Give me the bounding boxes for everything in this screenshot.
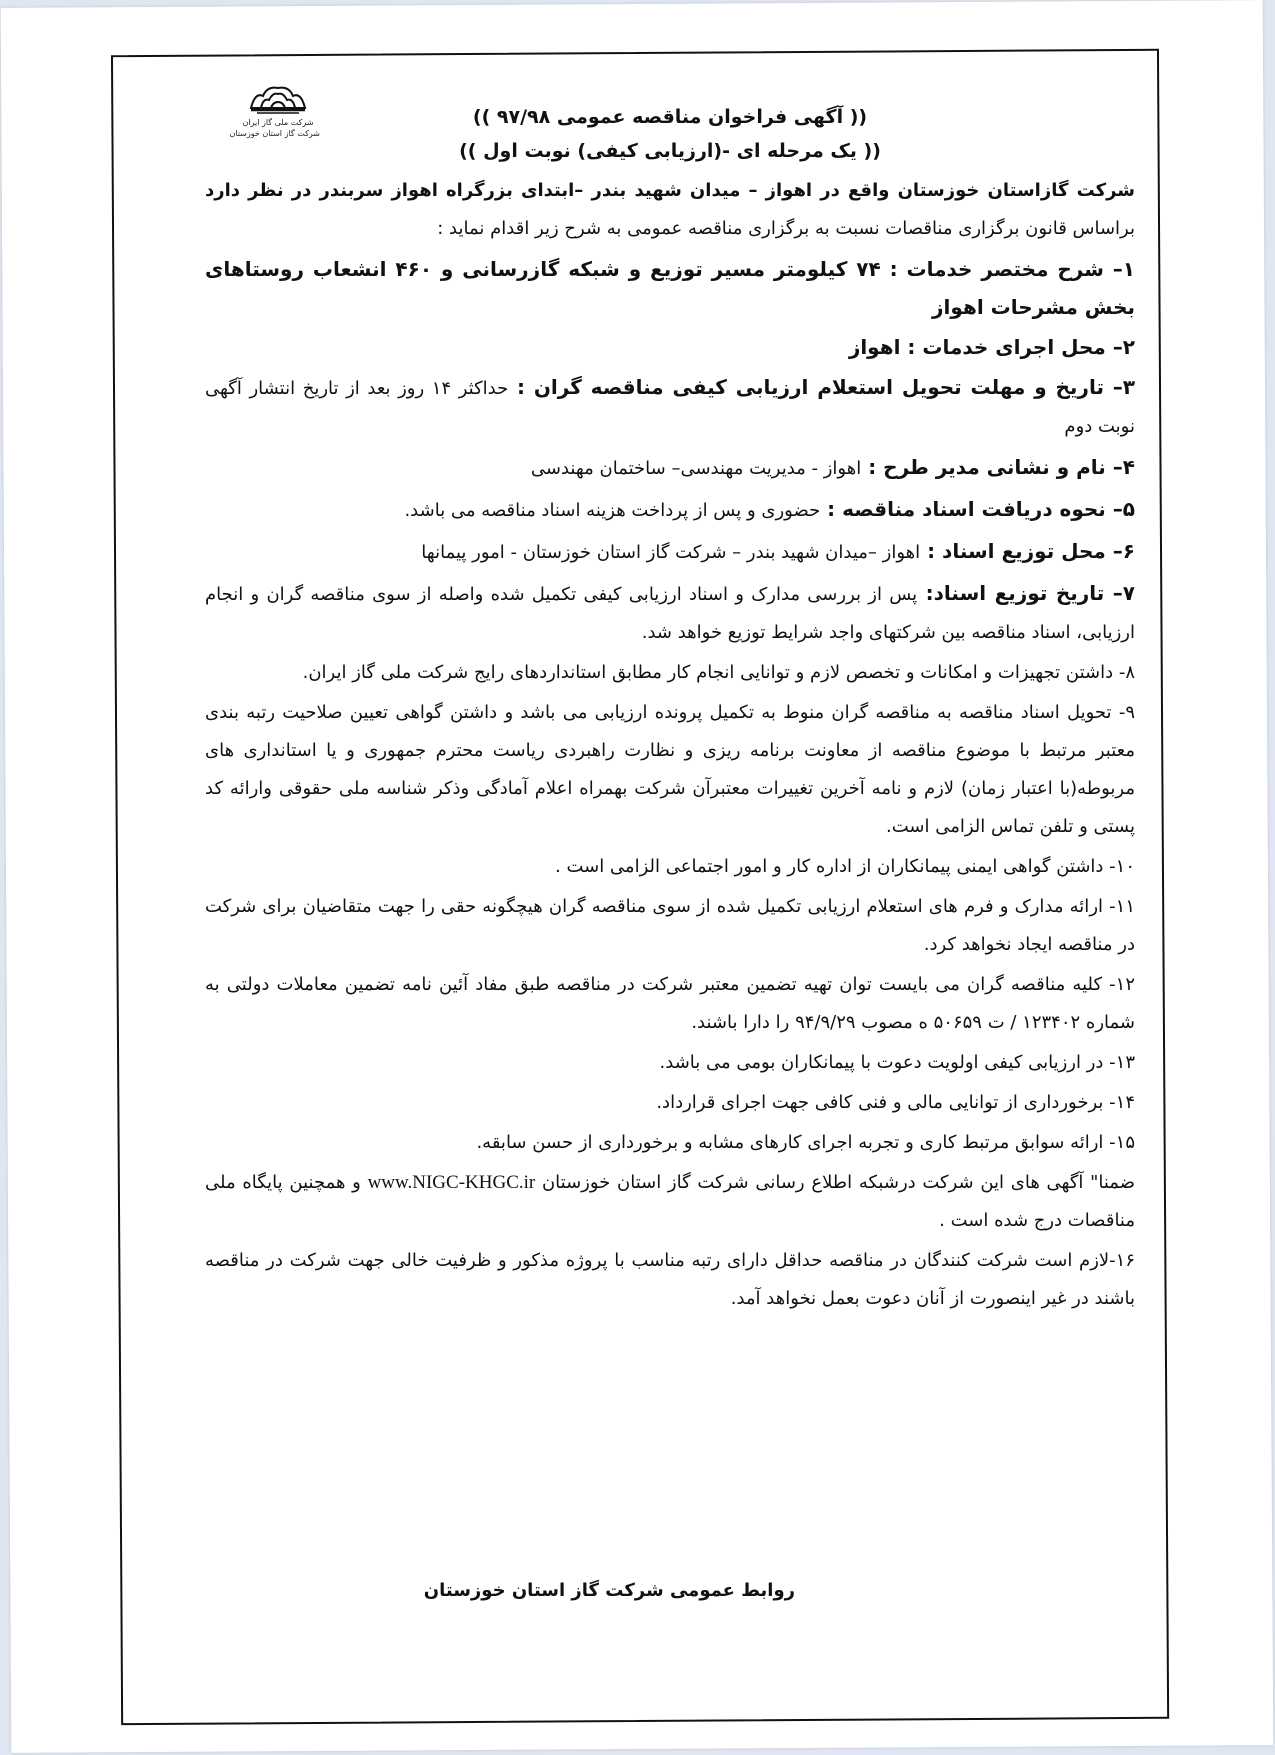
item-5 <box>205 490 1135 530</box>
item-12: ۱۲- کلیه مناقصه گران می بایست توان تهیه تضمین معتبر شرکت در مناقصه طبق مفاد آئین نامه تضمین معاملات دولتی به شماره ۱۲۳۴۰۲ / ت ۵۰۶۵۹ ه مصوب ۹۴/۹/۲۹ را دارا باشند. <box>205 974 1135 1033</box>
website-notice-post: و همچنین پایگاه ملی مناقصات درج شده است . <box>205 1172 1135 1231</box>
item-4-text: اهواز - مدیریت مهندسی– ساختمان مهندسی <box>530 458 862 479</box>
item-5-label: ۵– نحوه دریافت اسناد مناقصه : <box>820 497 1135 521</box>
item-3-label: ۳– تاریخ و مهلت تحویل استعلام ارزیابی کیفی مناقصه گران : <box>508 375 1136 399</box>
signature-public-relations: روابط عمومی شرکت گاز استان خوزستان <box>423 1580 795 1601</box>
notice-subtitle: (( یک مرحله ای -(ارزیابی کیفی) نوبت اول )) <box>459 140 881 162</box>
item-6-text: اهواز –میدان شهید بندر – شرکت گاز استان خوزستان - امور پیمانها <box>421 542 921 563</box>
item-7-text: پس از بررسی مدارک و اسناد ارزیابی کیفی تکمیل شده واصله از سوی مناقصه گران و انجام ارزیابی، اسناد مناقصه بین شرکتهای واجد شرایط توزیع خواهد شد. <box>205 584 1135 643</box>
item-6 <box>205 532 1135 572</box>
item-13: ۱۳- در ارزیابی کیفی اولویت دعوت با پیمانکاران بومی می باشد. <box>659 1052 1135 1073</box>
item-11: ۱۱- ارائه مدارک و فرم های استعلام ارزیابی تکمیل شده از سوی مناقصه گران هیچگونه حقی را جهت متقاضیان برای شرکت در مناقصه ایجاد نخواهد کرد. <box>205 896 1135 955</box>
item-2 <box>205 328 1135 366</box>
notice-title: (( آگهی فراخوان مناقصه عمومی ۹۷/۹۸ )) <box>472 106 868 128</box>
logo-caption-bottom: شرکت گاز استان خوزستان <box>229 129 320 138</box>
item-9: ۹- تحویل اسناد مناقصه به مناقصه گران منوط به تکمیل پرونده ارزیابی می باشد و داشتن گواهی تعیین صلاحیت رتبه بندی معتبر مرتبط با موضوع مناقصه از معاونت برنامه ریزی و نظارت راهبردی ریاست محترم جمهوری و یا استانداری های مربوطه(با اعتبار زمان) لازم و نامه آخرین تغییرات معتبرآن شرکت بهمراه اعلام آمادگی وذکر شناسه ملی حقوقی وارائه کد پستی و تلفن تماس الزامی است. <box>205 702 1135 837</box>
item-7 <box>205 574 1135 652</box>
logo-caption-top: شرکت ملی گاز ایران <box>242 118 314 127</box>
item-2-label: ۲– محل اجرای خدمات : <box>900 335 1135 359</box>
website-link[interactable]: www.NIGC-KHGC.ir <box>367 1172 536 1193</box>
item-16: ۱۶-لازم است شرکت کنندگان در مناقصه حداقل دارای رتبه مناسب با پروژه مذکور و ظرفیت خالی جهت شرکت در مناقصه باشند در غیر اینصورت از آنان دعوت بعمل نخواهد آمد. <box>205 1250 1135 1309</box>
item-4 <box>205 448 1135 488</box>
item-6-label: ۶– محل توزیع اسناد : <box>920 539 1135 563</box>
item-1 <box>205 250 1135 326</box>
item-10: ۱۰- داشتن گواهی ایمنی پیمانکاران از اداره کار و امور اجتماعی الزامی است . <box>555 856 1135 877</box>
intro-tail: در نظر دارد <box>205 180 320 201</box>
website-notice-pre: ضمنا" آگهی های این شرکت درشبکه اطلاع رسانی شرکت گاز استان خوزستان <box>535 1172 1135 1193</box>
intro-company-location: شرکت گازاستان خوزستان واقع در اهواز – میدان شهید بندر –ابتدای بزرگراه اهواز سربندر <box>319 180 1135 201</box>
item-14: ۱۴- برخورداری از توانایی مالی و فنی کافی جهت اجرای قرارداد. <box>656 1092 1135 1113</box>
website-notice <box>205 1164 1135 1240</box>
item-3-text: حداکثر ۱۴ روز بعد از تاریخ انتشار آگهی نوبت دوم <box>205 378 1135 437</box>
intro-line2: براساس قانون برگزاری مناقصات نسبت به برگزاری مناقصه عمومی به شرح زیر اقدام نماید : <box>437 218 1135 239</box>
item-15: ۱۵- ارائه سوابق مرتبط کاری و تجربه اجرای کارهای مشابه و برخورداری از حسن سابقه. <box>476 1132 1135 1153</box>
item-7-label: ۷– تاریخ توزیع اسناد: <box>917 581 1135 605</box>
item-2-text: اهواز <box>848 335 901 359</box>
intro-paragraph <box>205 172 1135 248</box>
item-1-label: ۱– شرح مختصر خدمات : <box>880 257 1135 281</box>
item-3 <box>205 368 1135 446</box>
item-1-text: ۷۴ کیلومتر مسیر توزیع و شبکه گازرسانی و ۴۶۰ انشعاب روستاهای بخش مشرحات اهواز <box>205 257 1135 319</box>
item-8: ۸- داشتن تجهیزات و امکانات و تخصص لازم و توانایی انجام کار مطابق استانداردهای رایج شرکت ملی گاز ایران. <box>302 662 1135 683</box>
item-4-label: ۴– نام و نشانی مدیر طرح : <box>861 455 1135 479</box>
notice-body <box>205 100 1135 1320</box>
item-5-text: حضوری و پس از پرداخت هزینه اسناد مناقصه می باشد. <box>404 500 821 521</box>
